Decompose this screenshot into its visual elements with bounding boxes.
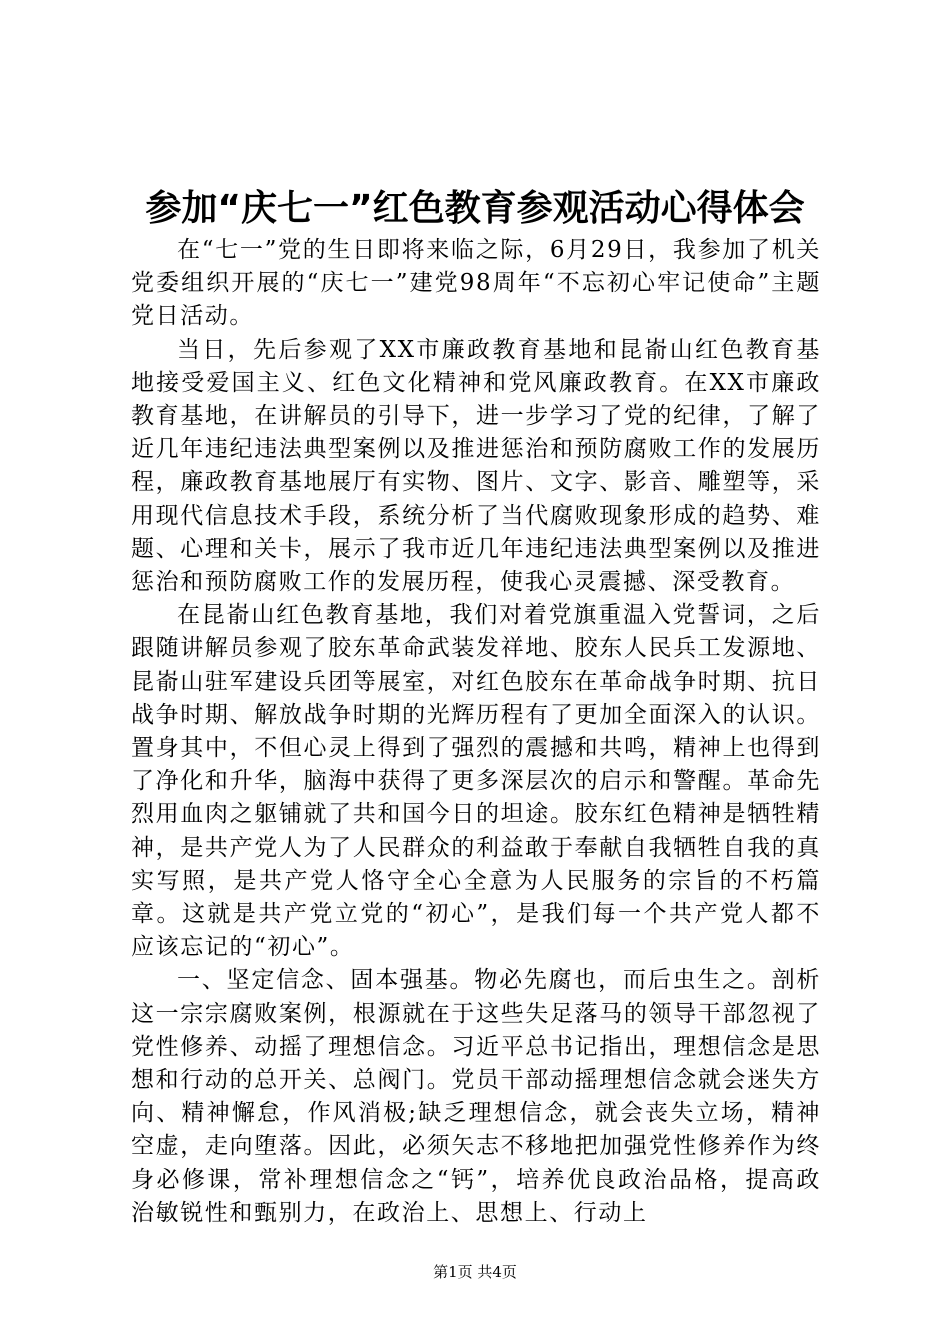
paragraph-1: 在“七一”党的生日即将来临之际，6月29日，我参加了机关党委组织开展的“庆七一”建党98周年“不忘初心牢记使命”主题党日活动。 [131,237,821,330]
paragraph-3: 在昆嵛山红色教育基地，我们对着党旗重温入党誓词，之后跟随讲解员参观了胶东革命武装发祥地、胶东人民兵工发源地、昆嵛山驻军建设兵团等展室，对红色胶东在革命战争时期、抗日战争时期、解放战争时期的光辉历程有了更加全面深入的认识。置身其中，不但心灵上得到了强烈的震撼和共鸣，精神上也得到了净化和升华，脑海中获得了更多深层次的启示和警醒。革命先烈用血肉之躯铺就了共和国今日的坦途。胶东红色精神是牺牲精神，是共产党人为了人民群众的利益敢于奉献自我牺牲自我的真实写照，是共产党人恪守全心全意为人民服务的宗旨的不朽篇章。这就是共产党立党的“初心”，是我们每一个共产党人都不应该忘记的“初心”。 [131,602,821,961]
paragraph-2: 当日，先后参观了XX市廉政教育基地和昆嵛山红色教育基地接受爱国主义、红色文化精神和党风廉政教育。在XX市廉政教育基地，在讲解员的引导下，进一步学习了党的纪律，了解了近几年违纪违法典型案例以及推进惩治和预防腐败工作的发展历程，廉政教育基地展厅有实物、图片、文字、影音、雕塑等，采用现代信息技术手段，系统分析了当代腐败现象形成的趋势、难题、心理和关卡，展示了我市近几年违纪违法典型案例以及推进惩治和预防腐败工作的发展历程，使我心灵震撼、深受教育。 [131,336,821,596]
paragraph-4: 一、坚定信念、固本强基。物必先腐也，而后虫生之。剖析这一宗宗腐败案例，根源就在于这些失足落马的领导干部忽视了党性修养、动摇了理想信念。习近平总书记指出，理想信念是思想和行动的总开关、总阀门。党员干部动摇理想信念就会迷失方向、精神懈怠，作风消极;缺乏理想信念，就会丧失立场，精神空虚，走向堕落。因此，必须矢志不移地把加强党性修养作为终身必修课，常补理想信念之“钙”，培养优良政治品格，提高政治敏锐性和甄别力，在政治上、思想上、行动上 [131,967,821,1226]
document-body [131,234,821,1230]
page-number-footer: 第1页 共4页 [433,1263,517,1281]
document-title: 参加“庆七一”红色教育参观活动心得体会 [145,188,805,229]
